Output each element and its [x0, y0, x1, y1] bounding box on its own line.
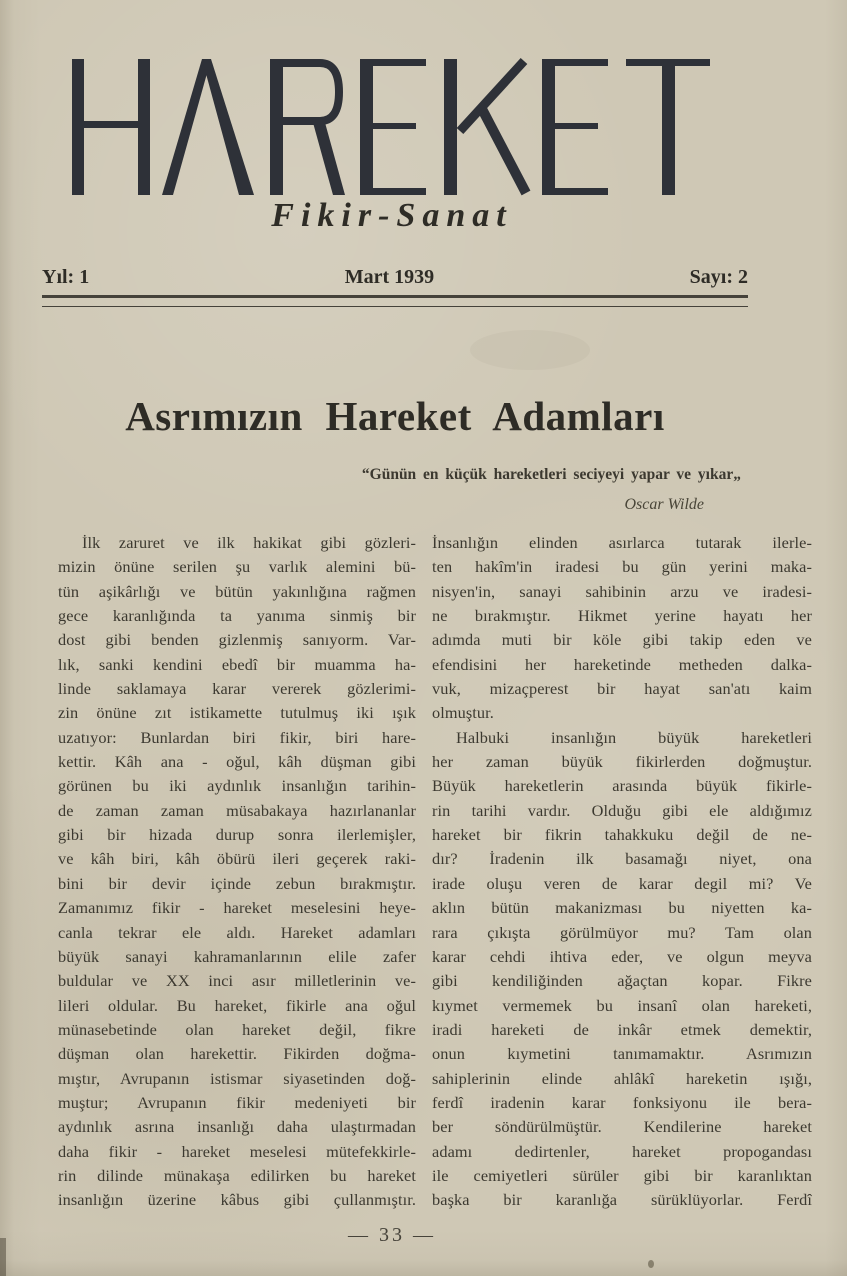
body-line: dost gibi benden gizlenmiş sanıyorm. Var-	[58, 630, 416, 650]
body-line: lileri oldular. Bu hareket, fikirle ana oğul	[58, 995, 416, 1015]
paragraph	[432, 531, 812, 726]
body-line: Büyük hareketlerin arasında büyük fikirle-	[432, 776, 812, 796]
body-line: görünen bu iki aydınlık insanlığın tarihin-	[58, 776, 416, 796]
epigraph: “Günün en küçük hareketleri seciyeyi yapar ve yıkar„	[361, 466, 741, 483]
body-line: aklın bütün makanizması bu niyetten ka-	[432, 898, 812, 918]
body-line: sahiplerinin elinde ahlâkî hareketin ışığı,	[432, 1068, 812, 1088]
text-column-left	[58, 531, 416, 1213]
body-line: iradi hareketi de inkâr etmek demektir,	[432, 1019, 812, 1039]
body-line: ve kâh biri, kâh öbürü ileri geçerek raki-	[58, 849, 416, 869]
body-line: gibi kendiliğinden ağaçtan kopar. Fikre	[432, 971, 812, 991]
body-line: lık, sanki kendini ebedî bir muamma ha-	[58, 654, 416, 674]
body-line: buldular ve XX inci asır milletlerinin ve-	[58, 971, 416, 991]
body-line: nisyen'in, sanayi sahibinin arzu ve iradesi-	[432, 581, 812, 601]
body-line: ferdî iradenin karar fonksiyonu ile bera-	[432, 1092, 812, 1112]
body-line: vuk, mizaçperest bir hayat san'atı kaim	[432, 679, 812, 699]
body-line: kettir. Kâh ana - oğul, kâh düşman gibi	[58, 752, 416, 772]
body-line: başka bir karanlığa sürüklüyorlar. Ferdî	[432, 1190, 812, 1210]
body-line: ne bırakmıştır. Hikmet yerine hayatı her	[432, 606, 812, 626]
page-number: — 33 —	[348, 1224, 436, 1246]
paper-stain	[470, 330, 590, 370]
body-line: gibi bir hizada durup sonra ilerlemişler,	[58, 825, 416, 845]
body-line: Zamanımız fikir - hareket meselesini heye-	[58, 898, 416, 918]
body-line: ile cemiyetleri sürüler gibi bir karanlıktan	[432, 1165, 812, 1185]
body-line: de zaman zaman müsabakaya hazırlananlar	[58, 800, 416, 820]
body-line: mizin önüne serilen şu varlık alemini bü-	[58, 557, 416, 577]
body-line: bini bir devir içinde zebun bırakmıştır.	[58, 873, 416, 893]
body-line: efendisini her hareketinde metheden dalka-	[432, 654, 812, 674]
body-line: canla tekrar ele aldı. Hareket adamları	[58, 922, 416, 942]
article-body	[58, 531, 812, 1213]
body-line: linde saklamaya karar vererek gözlerimi-	[58, 679, 416, 699]
article-title: Asrımızın Hareket Adamları	[125, 393, 665, 439]
body-line: münasebetinde olan hareket değil, fikre	[58, 1019, 416, 1039]
body-line: adımda muti bir köle gibi takip eden ve	[432, 630, 812, 650]
paragraph	[432, 726, 812, 1213]
year-label: Yıl: 1	[42, 266, 90, 288]
body-line: uzatıyor: Bunlardan biri fikir, biri hare-	[58, 727, 416, 747]
body-line: olmuştur.	[432, 703, 494, 723]
body-line: rin dilinde münakaşa edilirken bu hareket	[58, 1165, 416, 1185]
body-line: karar cehdi ihtiva eder, ve olgun meyva	[432, 946, 812, 966]
header-rule	[42, 295, 748, 307]
issue-info-row	[42, 266, 748, 289]
paragraph	[58, 531, 416, 1213]
masthead-logo	[72, 56, 712, 198]
body-line: kıymet vermemek bu insanî olan hareketi,	[432, 995, 812, 1015]
body-line: mıştır, Avrupanın istismar siyasetinden doğ-	[58, 1068, 416, 1088]
logo-letters	[72, 59, 710, 195]
body-line: İnsanlığın elinden asırlarca tutarak ilerle-	[432, 533, 812, 552]
body-line: rin tarihi vardır. Olduğu gibi ele aldığımız	[432, 800, 812, 820]
body-line: tün aşikârlığı ve bütün yakınlığına rağmen	[58, 581, 416, 601]
body-line: gece karanlığında ta yanıma sinmiş bir	[58, 606, 416, 626]
body-line: rara çıkışta görülmüyor mu? Tam olan	[432, 922, 812, 942]
body-line: daha fikir - hareket meselesi mütefekkirle-	[58, 1141, 416, 1161]
scan-speck	[0, 1238, 6, 1276]
masthead-subtitle: Fikir-Sanat	[271, 197, 513, 234]
body-line: irade oluşu veren de karar degil mi? Ve	[432, 873, 812, 893]
body-line: zin önüne zıt istikamette tutulmuş iki ışık	[58, 703, 416, 723]
body-line: dır? İradenin ilk basamağı niyet, ona	[432, 849, 812, 869]
issue-number: Sayı: 2	[689, 266, 748, 288]
body-line: hareket bir fikrin tahakkuku değil de ne-	[432, 825, 812, 845]
body-line: her zaman büyük fikirlerden doğmuştur.	[432, 752, 812, 772]
body-line: adamı dedirtenler, hareket propogandası	[432, 1141, 812, 1161]
issue-date: Mart 1939	[344, 266, 435, 288]
text-column-right	[432, 531, 812, 1213]
body-line: aydınlık asrına insanlığı daha ulaştırmadan	[58, 1117, 416, 1137]
body-line: insanlığın üzerine kâbus gibi çullanmıştır.	[58, 1190, 416, 1210]
body-line: düşman olan harekettir. Fikirden doğma-	[58, 1044, 416, 1064]
body-line: ber söndürülmüştür. Kendilerine hareket	[432, 1117, 812, 1137]
body-line: muştur; Avrupanın fikir medeniyeti bir	[58, 1092, 416, 1112]
body-line: büyük sanayi kahramanlarının elile zafer	[58, 946, 416, 966]
epigraph-author: Oscar Wilde	[624, 496, 704, 513]
body-line: onun kıymetini tanımamaktır. Asrımızın	[432, 1044, 812, 1064]
body-line: Halbuki insanlığın büyük hareketleri	[456, 727, 812, 747]
body-line: İlk zaruret ve ilk hakikat gibi gözleri-	[82, 533, 416, 552]
body-line: ten hakîm'in iradesi bu gün yerini maka-	[432, 557, 812, 577]
scan-speck	[648, 1260, 654, 1268]
